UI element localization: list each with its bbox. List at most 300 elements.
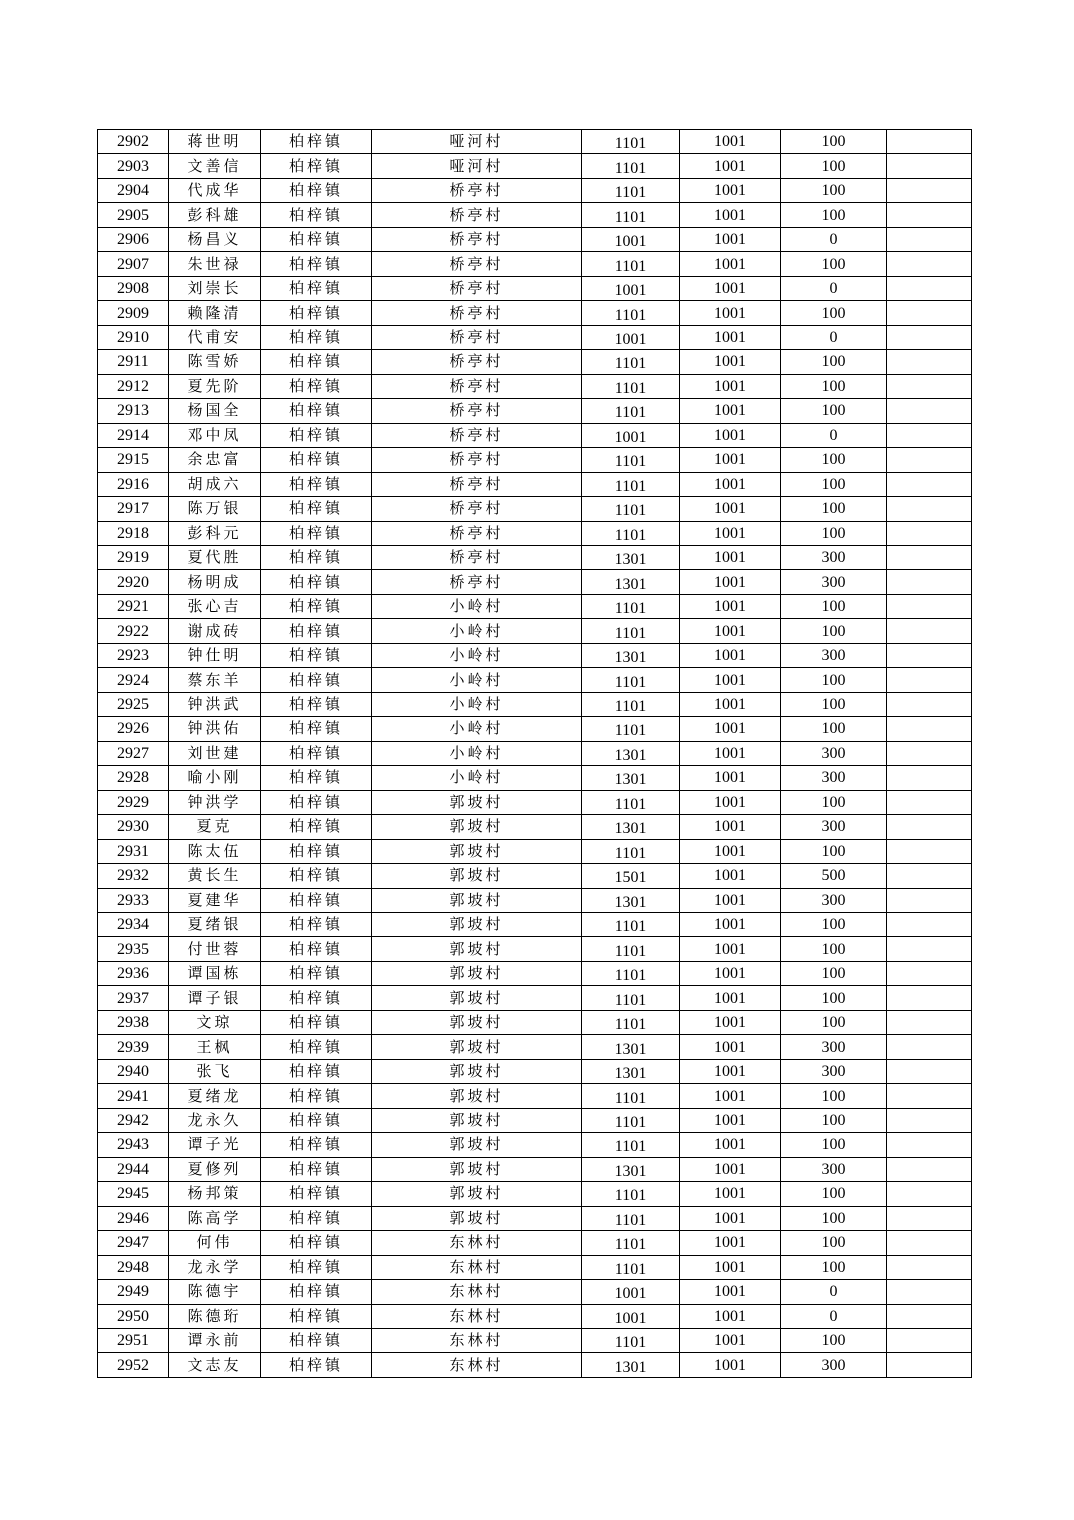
base-code-cell: 1001: [680, 692, 781, 716]
remark-cell: [887, 790, 972, 814]
table-row: [98, 448, 972, 472]
amount-cell: 100: [781, 521, 887, 545]
remark-cell: [887, 472, 972, 496]
row-number-cell: 2903: [98, 154, 169, 178]
table-row: [98, 619, 972, 643]
amount-cell: 0: [781, 227, 887, 251]
base-code-cell: 1001: [680, 1280, 781, 1304]
amount-cell: 100: [781, 301, 887, 325]
row-number-cell: 2921: [98, 594, 169, 618]
town-cell: 柏梓镇: [261, 619, 372, 643]
table-row: [98, 1010, 972, 1034]
village-cell: 小岭村: [372, 643, 582, 667]
amount-cell: 0: [781, 325, 887, 349]
row-number-cell: 2923: [98, 643, 169, 667]
table-row: [98, 276, 972, 300]
base-code-cell: 1001: [680, 815, 781, 839]
town-cell: 柏梓镇: [261, 570, 372, 594]
remark-cell: [887, 154, 972, 178]
name-cell: 陈太伍: [169, 839, 261, 863]
table-row: [98, 423, 972, 447]
town-cell: 柏梓镇: [261, 325, 372, 349]
town-cell: 柏梓镇: [261, 1084, 372, 1108]
town-cell: 柏梓镇: [261, 497, 372, 521]
town-cell: 柏梓镇: [261, 594, 372, 618]
amount-cell: 100: [781, 497, 887, 521]
village-cell: 小岭村: [372, 692, 582, 716]
remark-cell: [887, 1231, 972, 1255]
village-cell: 东林村: [372, 1304, 582, 1328]
base-code-cell: 1001: [680, 937, 781, 961]
village-cell: 桥亭村: [372, 423, 582, 447]
table-row: [98, 692, 972, 716]
table-row: [98, 668, 972, 692]
village-cell: 桥亭村: [372, 472, 582, 496]
base-code-cell: 1001: [680, 497, 781, 521]
village-cell: 桥亭村: [372, 301, 582, 325]
village-cell: 桥亭村: [372, 276, 582, 300]
town-cell: 柏梓镇: [261, 937, 372, 961]
amount-cell: 100: [781, 203, 887, 227]
table-row: [98, 1084, 972, 1108]
code-cell: 1101: [582, 1182, 680, 1206]
code-cell: 1101: [582, 790, 680, 814]
base-code-cell: 1001: [680, 1010, 781, 1034]
village-cell: 桥亭村: [372, 325, 582, 349]
town-cell: 柏梓镇: [261, 276, 372, 300]
remark-cell: [887, 1280, 972, 1304]
amount-cell: 100: [781, 1010, 887, 1034]
remark-cell: [887, 717, 972, 741]
base-code-cell: 1001: [680, 1255, 781, 1279]
code-cell: 1101: [582, 961, 680, 985]
row-number-cell: 2951: [98, 1328, 169, 1352]
remark-cell: [887, 497, 972, 521]
amount-cell: 300: [781, 1035, 887, 1059]
base-code-cell: 1001: [680, 717, 781, 741]
name-cell: 杨昌义: [169, 227, 261, 251]
base-code-cell: 1001: [680, 472, 781, 496]
base-code-cell: 1001: [680, 888, 781, 912]
row-number-cell: 2902: [98, 130, 169, 154]
village-cell: 桥亭村: [372, 252, 582, 276]
base-code-cell: 1001: [680, 178, 781, 202]
remark-cell: [887, 301, 972, 325]
code-cell: 1301: [582, 1035, 680, 1059]
row-number-cell: 2937: [98, 986, 169, 1010]
code-cell: 1101: [582, 472, 680, 496]
table-row: [98, 203, 972, 227]
amount-cell: 500: [781, 864, 887, 888]
name-cell: 龙永学: [169, 1255, 261, 1279]
amount-cell: 100: [781, 472, 887, 496]
name-cell: 杨邦策: [169, 1182, 261, 1206]
row-number-cell: 2915: [98, 448, 169, 472]
village-cell: 桥亭村: [372, 227, 582, 251]
town-cell: 柏梓镇: [261, 1108, 372, 1132]
remark-cell: [887, 668, 972, 692]
remark-cell: [887, 1182, 972, 1206]
amount-cell: 100: [781, 399, 887, 423]
village-cell: 哑河村: [372, 154, 582, 178]
amount-cell: 100: [781, 692, 887, 716]
table-row: [98, 1157, 972, 1181]
remark-cell: [887, 178, 972, 202]
table-row: [98, 1108, 972, 1132]
remark-cell: [887, 1206, 972, 1230]
table-row: [98, 1304, 972, 1328]
town-cell: 柏梓镇: [261, 1255, 372, 1279]
town-cell: 柏梓镇: [261, 521, 372, 545]
table-row: [98, 741, 972, 765]
table-row: [98, 1206, 972, 1230]
village-cell: 桥亭村: [372, 178, 582, 202]
table-row: [98, 717, 972, 741]
amount-cell: 100: [781, 961, 887, 985]
code-cell: 1101: [582, 1010, 680, 1034]
village-cell: 东林村: [372, 1328, 582, 1352]
town-cell: 柏梓镇: [261, 154, 372, 178]
town-cell: 柏梓镇: [261, 1353, 372, 1377]
remark-cell: [887, 1255, 972, 1279]
row-number-cell: 2926: [98, 717, 169, 741]
code-cell: 1001: [582, 325, 680, 349]
town-cell: 柏梓镇: [261, 1280, 372, 1304]
code-cell: 1301: [582, 570, 680, 594]
table-row: [98, 350, 972, 374]
base-code-cell: 1001: [680, 913, 781, 937]
name-cell: 蔡东羊: [169, 668, 261, 692]
remark-cell: [887, 1328, 972, 1352]
base-code-cell: 1001: [680, 130, 781, 154]
amount-cell: 300: [781, 1059, 887, 1083]
base-code-cell: 1001: [680, 399, 781, 423]
town-cell: 柏梓镇: [261, 888, 372, 912]
row-number-cell: 2914: [98, 423, 169, 447]
name-cell: 付世蓉: [169, 937, 261, 961]
row-number-cell: 2936: [98, 961, 169, 985]
base-code-cell: 1001: [680, 1059, 781, 1083]
amount-cell: 100: [781, 1182, 887, 1206]
base-code-cell: 1001: [680, 619, 781, 643]
code-cell: 1101: [582, 497, 680, 521]
amount-cell: 100: [781, 130, 887, 154]
amount-cell: 300: [781, 545, 887, 569]
town-cell: 柏梓镇: [261, 864, 372, 888]
code-cell: 1301: [582, 643, 680, 667]
amount-cell: 0: [781, 1304, 887, 1328]
row-number-cell: 2905: [98, 203, 169, 227]
row-number-cell: 2947: [98, 1231, 169, 1255]
town-cell: 柏梓镇: [261, 301, 372, 325]
code-cell: 1101: [582, 1255, 680, 1279]
town-cell: 柏梓镇: [261, 1182, 372, 1206]
village-cell: 桥亭村: [372, 374, 582, 398]
table-row: [98, 130, 972, 154]
table-row: [98, 913, 972, 937]
name-cell: 彭科雄: [169, 203, 261, 227]
name-cell: 谭子光: [169, 1133, 261, 1157]
table-row: [98, 815, 972, 839]
town-cell: 柏梓镇: [261, 1328, 372, 1352]
remark-cell: [887, 1133, 972, 1157]
code-cell: 1101: [582, 252, 680, 276]
name-cell: 彭科元: [169, 521, 261, 545]
remark-cell: [887, 913, 972, 937]
village-cell: 桥亭村: [372, 570, 582, 594]
name-cell: 钟仕明: [169, 643, 261, 667]
row-number-cell: 2946: [98, 1206, 169, 1230]
remark-cell: [887, 545, 972, 569]
remark-cell: [887, 643, 972, 667]
name-cell: 代甫安: [169, 325, 261, 349]
remark-cell: [887, 1059, 972, 1083]
town-cell: 柏梓镇: [261, 448, 372, 472]
name-cell: 谭国栋: [169, 961, 261, 985]
amount-cell: 300: [781, 766, 887, 790]
village-cell: 郭坡村: [372, 961, 582, 985]
table-row: [98, 1328, 972, 1352]
amount-cell: 100: [781, 913, 887, 937]
amount-cell: 100: [781, 668, 887, 692]
base-code-cell: 1001: [680, 154, 781, 178]
row-number-cell: 2950: [98, 1304, 169, 1328]
table-row: [98, 643, 972, 667]
row-number-cell: 2944: [98, 1157, 169, 1181]
village-cell: 郭坡村: [372, 937, 582, 961]
row-number-cell: 2912: [98, 374, 169, 398]
remark-cell: [887, 815, 972, 839]
base-code-cell: 1001: [680, 1206, 781, 1230]
town-cell: 柏梓镇: [261, 668, 372, 692]
village-cell: 桥亭村: [372, 399, 582, 423]
records-table: [97, 129, 972, 1378]
amount-cell: 300: [781, 741, 887, 765]
name-cell: 谢成砖: [169, 619, 261, 643]
code-cell: 1101: [582, 594, 680, 618]
remark-cell: [887, 888, 972, 912]
remark-cell: [887, 839, 972, 863]
amount-cell: 100: [781, 839, 887, 863]
base-code-cell: 1001: [680, 252, 781, 276]
base-code-cell: 1001: [680, 227, 781, 251]
village-cell: 东林村: [372, 1353, 582, 1377]
base-code-cell: 1001: [680, 350, 781, 374]
remark-cell: [887, 325, 972, 349]
code-cell: 1301: [582, 815, 680, 839]
code-cell: 1101: [582, 692, 680, 716]
code-cell: 1301: [582, 1353, 680, 1377]
row-number-cell: 2931: [98, 839, 169, 863]
table-row: [98, 227, 972, 251]
table-row: [98, 374, 972, 398]
row-number-cell: 2938: [98, 1010, 169, 1034]
row-number-cell: 2935: [98, 937, 169, 961]
row-number-cell: 2909: [98, 301, 169, 325]
name-cell: 杨国全: [169, 399, 261, 423]
name-cell: 文琼: [169, 1010, 261, 1034]
village-cell: 郭坡村: [372, 1035, 582, 1059]
amount-cell: 100: [781, 986, 887, 1010]
base-code-cell: 1001: [680, 545, 781, 569]
records-table-body: [98, 130, 972, 1378]
amount-cell: 100: [781, 374, 887, 398]
code-cell: 1001: [582, 1280, 680, 1304]
village-cell: 郭坡村: [372, 1010, 582, 1034]
table-row: [98, 864, 972, 888]
name-cell: 陈万银: [169, 497, 261, 521]
remark-cell: [887, 130, 972, 154]
village-cell: 郭坡村: [372, 1182, 582, 1206]
name-cell: 夏先阶: [169, 374, 261, 398]
name-cell: 杨明成: [169, 570, 261, 594]
amount-cell: 100: [781, 1255, 887, 1279]
town-cell: 柏梓镇: [261, 252, 372, 276]
base-code-cell: 1001: [680, 766, 781, 790]
amount-cell: 0: [781, 423, 887, 447]
code-cell: 1101: [582, 1084, 680, 1108]
name-cell: 喻小刚: [169, 766, 261, 790]
table-row: [98, 472, 972, 496]
row-number-cell: 2945: [98, 1182, 169, 1206]
village-cell: 郭坡村: [372, 815, 582, 839]
remark-cell: [887, 594, 972, 618]
code-cell: 1101: [582, 1206, 680, 1230]
base-code-cell: 1001: [680, 301, 781, 325]
amount-cell: 100: [781, 937, 887, 961]
base-code-cell: 1001: [680, 643, 781, 667]
town-cell: 柏梓镇: [261, 741, 372, 765]
village-cell: 桥亭村: [372, 448, 582, 472]
name-cell: 文志友: [169, 1353, 261, 1377]
code-cell: 1101: [582, 301, 680, 325]
name-cell: 刘崇长: [169, 276, 261, 300]
town-cell: 柏梓镇: [261, 643, 372, 667]
village-cell: 小岭村: [372, 594, 582, 618]
code-cell: 1101: [582, 1231, 680, 1255]
row-number-cell: 2933: [98, 888, 169, 912]
row-number-cell: 2939: [98, 1035, 169, 1059]
amount-cell: 100: [781, 1133, 887, 1157]
town-cell: 柏梓镇: [261, 203, 372, 227]
table-row: [98, 521, 972, 545]
table-row: [98, 399, 972, 423]
name-cell: 代成华: [169, 178, 261, 202]
amount-cell: 100: [781, 252, 887, 276]
row-number-cell: 2949: [98, 1280, 169, 1304]
base-code-cell: 1001: [680, 1328, 781, 1352]
base-code-cell: 1001: [680, 1035, 781, 1059]
code-cell: 1101: [582, 717, 680, 741]
remark-cell: [887, 692, 972, 716]
code-cell: 1101: [582, 619, 680, 643]
row-number-cell: 2932: [98, 864, 169, 888]
code-cell: 1101: [582, 350, 680, 374]
village-cell: 郭坡村: [372, 1059, 582, 1083]
town-cell: 柏梓镇: [261, 790, 372, 814]
code-cell: 1301: [582, 741, 680, 765]
remark-cell: [887, 227, 972, 251]
amount-cell: 100: [781, 594, 887, 618]
remark-cell: [887, 1157, 972, 1181]
code-cell: 1001: [582, 276, 680, 300]
base-code-cell: 1001: [680, 1182, 781, 1206]
table-row: [98, 1231, 972, 1255]
row-number-cell: 2948: [98, 1255, 169, 1279]
base-code-cell: 1001: [680, 448, 781, 472]
remark-cell: [887, 350, 972, 374]
amount-cell: 100: [781, 1108, 887, 1132]
row-number-cell: 2916: [98, 472, 169, 496]
town-cell: 柏梓镇: [261, 227, 372, 251]
base-code-cell: 1001: [680, 1157, 781, 1181]
town-cell: 柏梓镇: [261, 399, 372, 423]
code-cell: 1501: [582, 864, 680, 888]
row-number-cell: 2943: [98, 1133, 169, 1157]
code-cell: 1101: [582, 374, 680, 398]
base-code-cell: 1001: [680, 1231, 781, 1255]
remark-cell: [887, 276, 972, 300]
name-cell: 王枫: [169, 1035, 261, 1059]
village-cell: 郭坡村: [372, 790, 582, 814]
village-cell: 郭坡村: [372, 1157, 582, 1181]
amount-cell: 100: [781, 1206, 887, 1230]
row-number-cell: 2917: [98, 497, 169, 521]
amount-cell: 300: [781, 1353, 887, 1377]
village-cell: 小岭村: [372, 766, 582, 790]
remark-cell: [887, 1084, 972, 1108]
row-number-cell: 2908: [98, 276, 169, 300]
row-number-cell: 2922: [98, 619, 169, 643]
code-cell: 1101: [582, 203, 680, 227]
village-cell: 东林村: [372, 1255, 582, 1279]
name-cell: 刘世建: [169, 741, 261, 765]
town-cell: 柏梓镇: [261, 374, 372, 398]
amount-cell: 300: [781, 570, 887, 594]
amount-cell: 100: [781, 619, 887, 643]
remark-cell: [887, 619, 972, 643]
table-row: [98, 497, 972, 521]
row-number-cell: 2924: [98, 668, 169, 692]
table-row: [98, 570, 972, 594]
name-cell: 谭永前: [169, 1328, 261, 1352]
base-code-cell: 1001: [680, 864, 781, 888]
remark-cell: [887, 203, 972, 227]
remark-cell: [887, 399, 972, 423]
row-number-cell: 2940: [98, 1059, 169, 1083]
town-cell: 柏梓镇: [261, 839, 372, 863]
base-code-cell: 1001: [680, 570, 781, 594]
village-cell: 东林村: [372, 1280, 582, 1304]
base-code-cell: 1001: [680, 1108, 781, 1132]
amount-cell: 0: [781, 276, 887, 300]
code-cell: 1001: [582, 227, 680, 251]
name-cell: 龙永久: [169, 1108, 261, 1132]
table-row: [98, 545, 972, 569]
table-row: [98, 1133, 972, 1157]
code-cell: 1101: [582, 839, 680, 863]
village-cell: 小岭村: [372, 668, 582, 692]
table-row: [98, 1059, 972, 1083]
row-number-cell: 2920: [98, 570, 169, 594]
remark-cell: [887, 252, 972, 276]
town-cell: 柏梓镇: [261, 1059, 372, 1083]
row-number-cell: 2910: [98, 325, 169, 349]
remark-cell: [887, 1035, 972, 1059]
town-cell: 柏梓镇: [261, 350, 372, 374]
remark-cell: [887, 1304, 972, 1328]
row-number-cell: 2913: [98, 399, 169, 423]
